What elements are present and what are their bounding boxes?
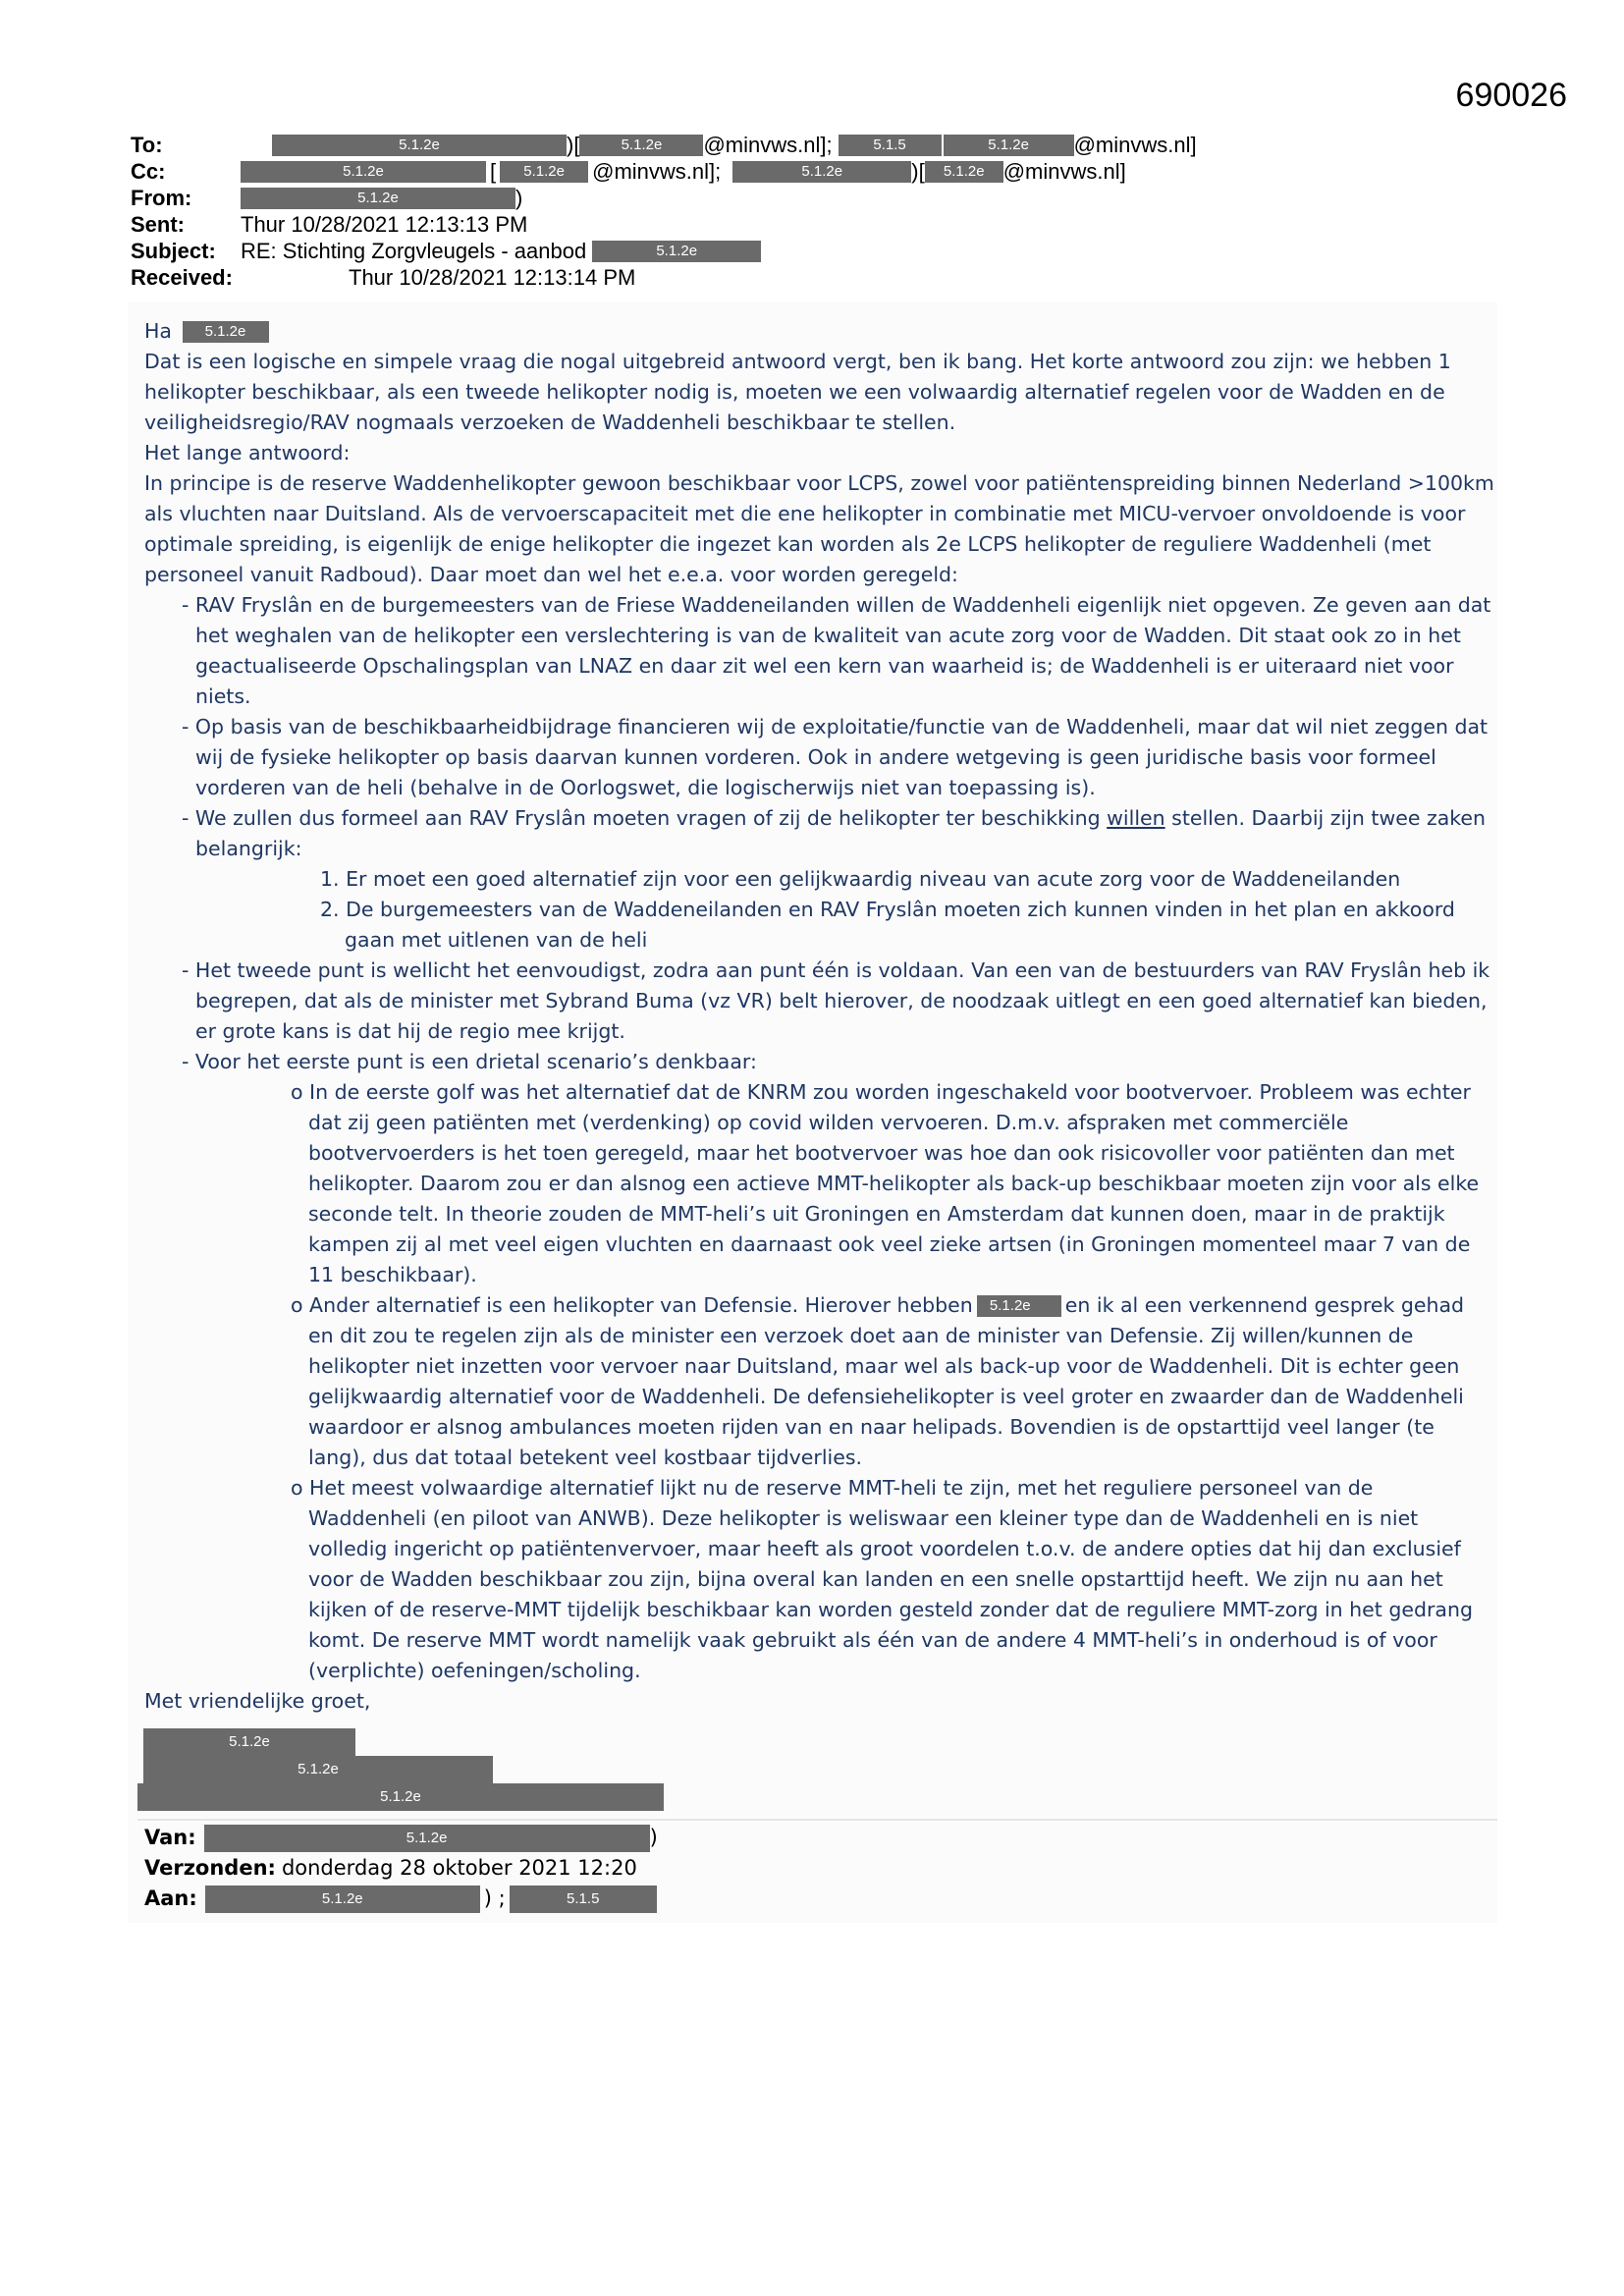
bullet-text: - We zullen dus formeel aan RAV Fryslân moeten vragen of zij de helikopter ter beschikking bbox=[182, 806, 1108, 830]
greeting-line bbox=[144, 316, 1494, 347]
redaction-box: 5.1.2e bbox=[205, 1886, 480, 1913]
received-label: Received: bbox=[131, 265, 233, 290]
bullet-item: - RAV Fryslân en de burgemeesters van de Friese Waddeneilanden willen de Waddenheli eigenlijk niet opgeven. Ze geven aan dat het weghalen van de helikopter een verslechtering is van de kwaliteit van acute zorg voor de Wadden. Dit staat ook zo in het geactualiseerde Opschalingsplan van LNAZ en daar zit wel een kern van waarheid is; de Waddenheli is er uiteraard niet voor niets. bbox=[182, 593, 1491, 708]
to-domain: @minvws.nl]; bbox=[703, 133, 833, 157]
redaction-box: 5.1.2e bbox=[143, 1728, 355, 1756]
aan-separator: ) ; bbox=[483, 1886, 506, 1910]
redaction-box: 5.1.2e bbox=[925, 161, 1003, 183]
redaction-box: 5.1.5 bbox=[510, 1886, 657, 1913]
bullet-item: - Op basis van de beschikbaarheidbijdrage financieren wij de exploitatie/functie van de Waddenheli, maar dat wil niet zeggen dat wij de fysieke helikopter op basis daarvan kunnen vorderen. Ook in andere wetgeving is geen juridische basis voor formeel vorderen van de heli (behalve in de Oorlogswet, die logischerwijs niet van toepassing is). bbox=[182, 715, 1489, 799]
to-separator: )[ bbox=[567, 133, 580, 157]
redaction-box: 5.1.2e bbox=[500, 161, 588, 183]
redaction-box: 5.1.2e bbox=[204, 1825, 650, 1852]
cc-separator: )[ bbox=[911, 159, 925, 184]
to-row bbox=[131, 132, 1197, 158]
from-row bbox=[131, 185, 1197, 211]
subject-row bbox=[131, 238, 1197, 264]
paragraph: Het lange antwoord: bbox=[144, 441, 351, 465]
paragraph: In principe is de reserve Waddenhelikopter gewoon beschikbaar voor LCPS, zowel voor patiëntenspreiding binnen Nederland >100km als vluchten naar Duitsland. Als de vervoerscapaciteit met die ene helikopter in combinatie met MICU-vervoer onvoldoende is voor optimale spreiding, is eigenlijk de enige helikopter die ingezet kan worden als 2e LCPS helikopter de reguliere Waddenheli (met personeel vanuit Radboud). Daar moet dan wel het e.e.a. voor worden geregeld: bbox=[144, 471, 1494, 586]
bullet-item bbox=[144, 803, 1494, 864]
redaction-box: 5.1.2e bbox=[241, 188, 515, 209]
numbered-item: 1. Er moet een goed alternatief zijn voor een gelijkwaardig niveau van acute zorg voor de Waddeneilanden bbox=[320, 867, 1401, 891]
email-header bbox=[131, 132, 1197, 291]
bullet-item: - Het tweede punt is wellicht het eenvoudigst, zodra aan punt één is voldaan. Van een van de bestuurders van RAV Fryslân heb ik begrepen, dat als de minister met Sybrand Buma (vz VR) belt hierover, de noodzaak uitlegt en een goed alternatief kan bieden, er grote kans is dat hij de regio mee krijgt. bbox=[182, 958, 1490, 1043]
redaction-box: 5.1.2e bbox=[143, 1756, 493, 1783]
to-label: To: bbox=[131, 133, 163, 157]
redaction-box: 5.1.2e bbox=[241, 161, 486, 183]
received-row bbox=[131, 264, 1197, 291]
sub-bullet-text: en ik al een verkennend gesprek gehad en dit zou te regelen zijn als de minister een verzoek doet aan de minister van Defensie. Zij willen/kunnen de helikopter niet inzetten voor vervoer naar Duitsland, maar wel als back-up voor de Waddenheli. Dit is echter geen gelijkwaardig alternatief voor de Waddenheli. De defensiehelikopter is veel groter en zwaarder dan de Waddenheli waardoor er alsnog ambulances moeten rijden van en naar helipads. Bovendien is de opstarttijd veel langer (te lang), dus dat totaal betekent veel kostbaar tijdverlies. bbox=[308, 1293, 1465, 1469]
subject-label: Subject: bbox=[131, 239, 216, 263]
from-close: ) bbox=[515, 186, 523, 210]
cc-label: Cc: bbox=[131, 159, 166, 184]
aan-label: Aan: bbox=[144, 1886, 197, 1910]
redaction-box: 5.1.5 bbox=[839, 135, 942, 156]
redaction-box: 5.1.2e bbox=[272, 135, 567, 156]
redaction-box: 5.1.2e bbox=[592, 241, 761, 262]
sub-bullet-text: o Ander alternatief is een helikopter van Defensie. Hierover hebben bbox=[291, 1293, 973, 1317]
sent-value: Thur 10/28/2021 12:13:13 PM bbox=[241, 212, 528, 237]
numbered-item: 2. De burgemeesters van de Waddeneilanden en RAV Fryslân moeten zich kunnen vinden in het plan en akkoord gaan met uitlenen van de heli bbox=[320, 898, 1455, 952]
cc-row bbox=[131, 158, 1197, 185]
aan-row bbox=[144, 1884, 658, 1914]
message-body bbox=[144, 316, 1494, 1717]
paragraph: Dat is een logische en simpele vraag die nogal uitgebreid antwoord vergt, ben ik bang. Het korte antwoord zou zijn: we hebben 1 helikopter beschikbaar, als een tweede helikopter nodig is, moeten we een volwaardig alternatief regelen voor de Wadden en de veiligheidsregio/RAV nogmaals verzoeken de Waddenheli beschikbaar te stellen. bbox=[144, 350, 1451, 434]
bullet-item: - Voor het eerste punt is een drietal scenario’s denkbaar: bbox=[182, 1050, 757, 1073]
cc-domain: @minvws.nl] bbox=[1002, 159, 1126, 184]
redaction-box: 5.1.2e bbox=[977, 1295, 1061, 1317]
cc-domain: @minvws.nl]; bbox=[592, 159, 722, 184]
verzonden-row bbox=[144, 1853, 658, 1884]
subject-value: RE: Stichting Zorgvleugels - aanbod bbox=[241, 239, 587, 263]
sub-bullet-item bbox=[144, 1290, 1494, 1473]
cc-separator: [ bbox=[490, 159, 497, 184]
redaction-box: 5.1.2e bbox=[137, 1783, 664, 1811]
redaction-box: 5.1.2e bbox=[183, 321, 269, 343]
sub-bullet-item: o In de eerste golf was het alternatief dat de KNRM zou worden ingeschakeld voor bootvervoer. Probleem was echter dat zij geen patiënten met (verdenking) op covid wilden vervoeren. D.m.v. afspraken met commerciële bootvervoerders is het toen geregeld, maar het bootvervoer was hoe dan ook risicovoller voor patiënten dan met helikopter. Daarom zou er dan alsnog een actieve MMT-helikopter als back-up beschikbaar moeten zijn voor als elke seconde telt. In theorie zouden de MMT-heli’s uit Groningen en Amsterdam dat kunnen doen, maar in de praktijk kampen zij al met veel eigen vluchten en daarnaast ook veel zieke artsen (in Groningen momenteel maar 7 van de 11 beschikbaar). bbox=[291, 1080, 1480, 1286]
closing: Met vriendelijke groet, bbox=[144, 1689, 371, 1713]
redaction-box: 5.1.2e bbox=[944, 135, 1074, 156]
document-id: 690026 bbox=[1455, 77, 1567, 114]
sub-bullet-item: o Het meest volwaardige alternatief lijkt nu de reserve MMT-heli te zijn, met het reguliere personeel van de Waddenheli (en piloot van ANWB). Deze helikopter is weliswaar een kleiner type dan de Waddenheli en is niet volledig ingericht op patiëntenvervoer, maar heeft als groot voordelen t.o.v. de andere opties dat hij dan exclusief voor de Wadden beschikbaar zou zijn, bijna overal kan landen en een snelle opstarttijd heeft. We zijn nu aan het kijken of de reserve-MMT tijdelijk beschikbaar kan worden gesteld zonder dat de reguliere MMT-zorg in het gedrang komt. De reserve MMT wordt namelijk vaak gebruikt als één van de andere 4 MMT-heli’s in onderhoud is of voor (verplichte) oefeningen/scholing. bbox=[291, 1476, 1473, 1682]
van-close: ) bbox=[649, 1826, 658, 1849]
verzonden-label: Verzonden: bbox=[144, 1856, 276, 1880]
forwarded-header bbox=[144, 1823, 658, 1914]
verzonden-value: donderdag 28 oktober 2021 12:20 bbox=[281, 1856, 637, 1880]
from-label: From: bbox=[131, 186, 192, 210]
separator-line bbox=[137, 1819, 1497, 1821]
van-label: Van: bbox=[144, 1826, 196, 1849]
received-value: Thur 10/28/2021 12:13:14 PM bbox=[349, 265, 636, 290]
underlined-text: willen bbox=[1107, 806, 1165, 830]
bullet-text: stellen. Daarbij zijn twee zaken belangrijk: bbox=[195, 806, 1487, 860]
redaction-box: 5.1.2e bbox=[732, 161, 911, 183]
sent-label: Sent: bbox=[131, 212, 185, 237]
sent-row bbox=[131, 211, 1197, 238]
to-domain: @minvws.nl] bbox=[1073, 133, 1197, 157]
van-row bbox=[144, 1823, 658, 1853]
greeting: Ha bbox=[144, 319, 172, 343]
redaction-box: 5.1.2e bbox=[579, 135, 703, 156]
